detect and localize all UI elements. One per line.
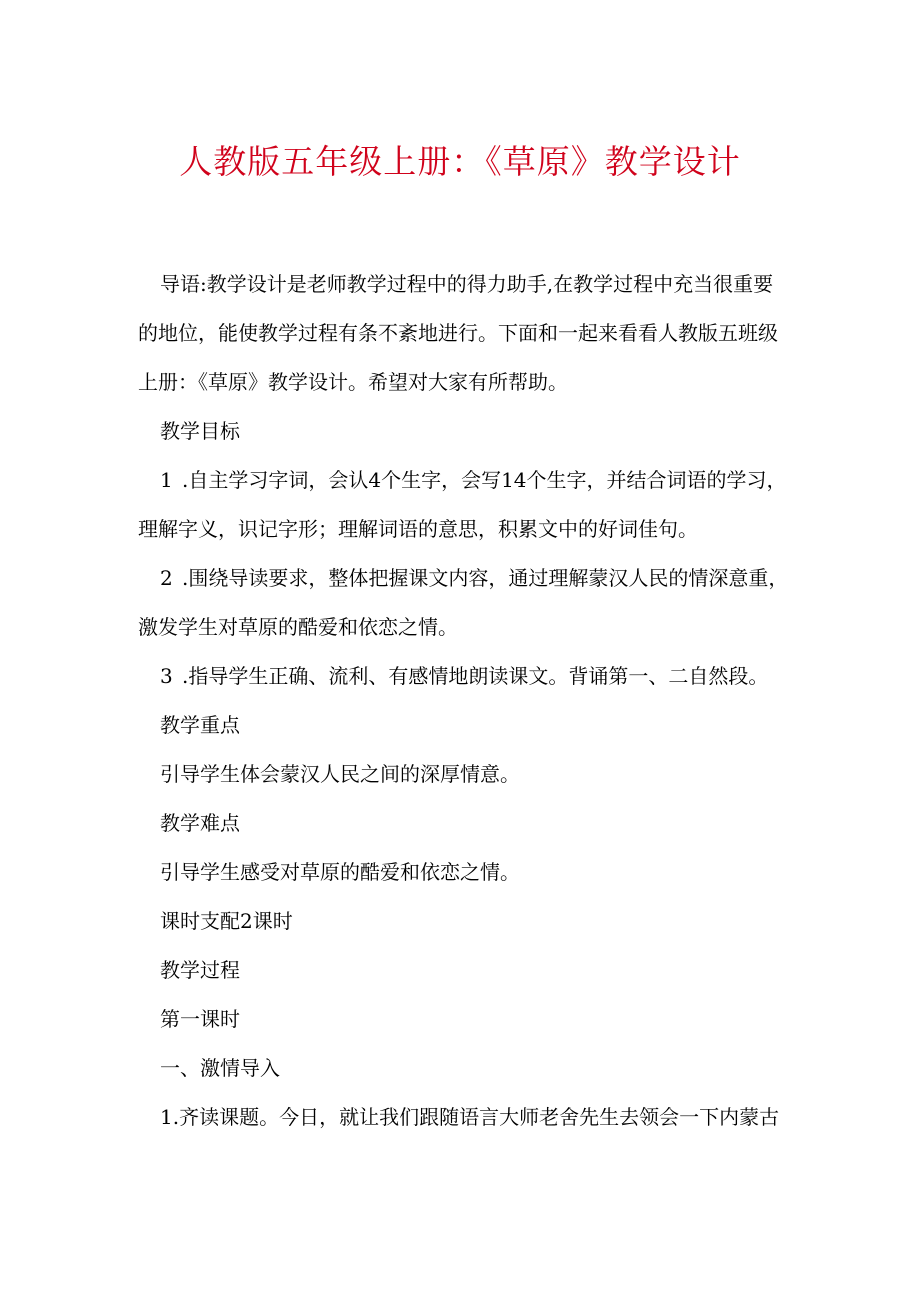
goal-text: .指导学生正确、流利、有感情地朗读课文。背诵第一、二自然段。	[182, 664, 769, 688]
intro-line-3: 上册：《草原》教学设计。希望对大家有所帮助。	[138, 370, 568, 394]
process-heading: 教学过程	[160, 958, 240, 982]
key-point-text: 引导学生体会蒙汉人民之间的深厚情意。	[160, 762, 520, 786]
schedule-line: 课时支配2课时	[160, 909, 293, 933]
key-point-heading: 教学重点	[160, 713, 240, 737]
goal-item-3	[160, 661, 768, 691]
section-one-heading: 一、激情导入	[160, 1056, 280, 1080]
goal-number: 2	[160, 566, 173, 590]
goal-number: 3	[160, 664, 173, 688]
goal-item-1	[160, 465, 787, 495]
goal-number: 1	[160, 468, 173, 492]
step-one-text: 1.齐读课题。今日，就让我们跟随语言大师老舍先生去领会一下内蒙古	[160, 1105, 780, 1129]
goals-heading: 教学目标	[160, 419, 240, 443]
goal-item-1-continued: 理解字义，识记字形；理解词语的意思，积累文中的好词佳句。	[138, 517, 698, 541]
page-title: 人教版五年级上册：《草原》教学设计	[179, 142, 741, 181]
lesson-one-heading: 第一课时	[160, 1007, 240, 1031]
difficulty-text: 引导学生感受对草原的酷爱和依恋之情。	[160, 860, 520, 884]
goal-item-2-continued: 激发学生对草原的酷爱和依恋之情。	[138, 615, 458, 639]
goal-text: .围绕导读要求，整体把握课文内容，通过理解蒙汉人民的情深意重，	[182, 566, 789, 590]
goal-item-2	[160, 563, 788, 593]
intro-line-1: 导语:教学设计是老师教学过程中的得力助手,在教学过程中充当很重要	[160, 272, 774, 296]
goal-text: .自主学习字词，会认4个生字，会写14个生字，并结合词语的学习，	[182, 468, 787, 492]
difficulty-heading: 教学难点	[160, 811, 240, 835]
intro-line-2: 的地位，能使教学过程有条不紊地进行。下面和一起来看看人教版五班级	[138, 321, 778, 345]
